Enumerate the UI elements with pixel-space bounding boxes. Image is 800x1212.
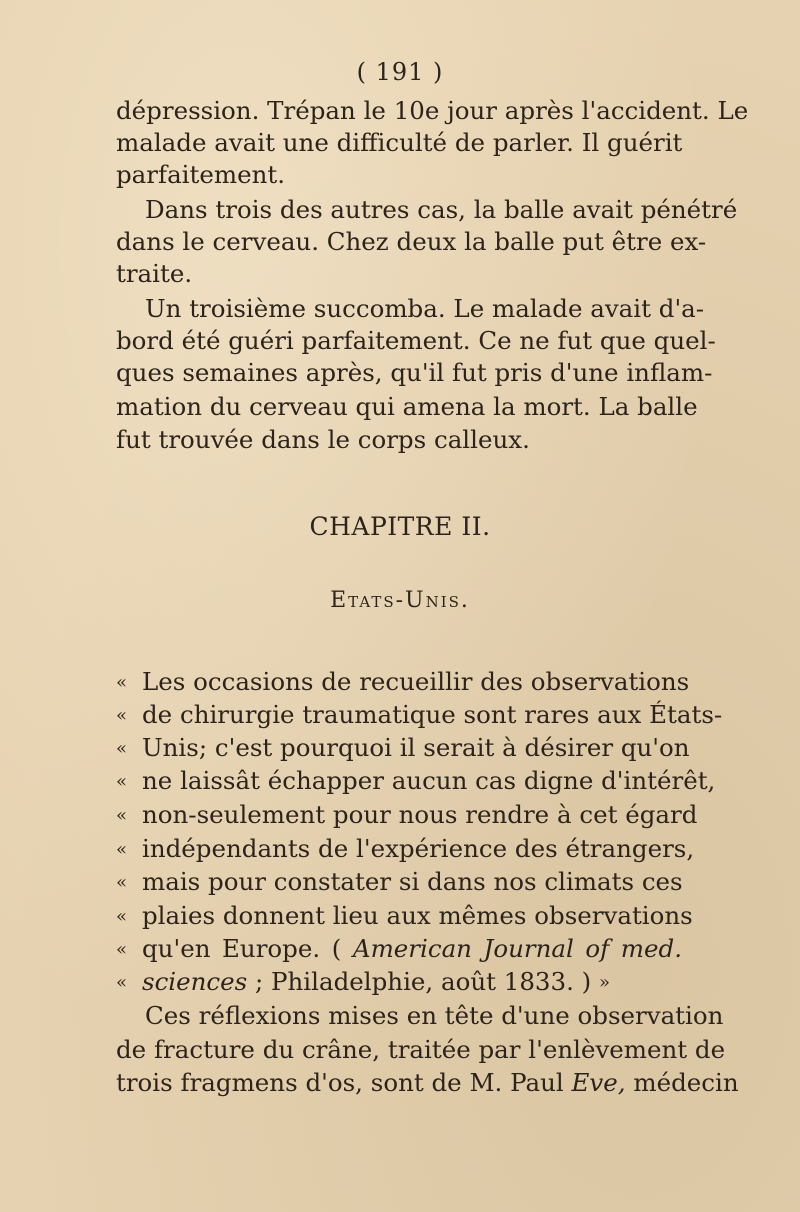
chapter-subtitle: Etats-Unis. [330,588,470,613]
quote-mark: « [116,738,128,759]
quote-close-mark: » [599,972,611,993]
quote-mark: « [116,805,128,826]
text-line: dans le cerveau. Chez deux la balle put être ex- [116,227,707,256]
quote-mark: « [116,906,128,927]
text-line: parfaitement. [116,160,285,189]
quote-line [116,800,698,831]
quote-mark: « [116,972,128,993]
quote-line [116,967,682,998]
quote-line [116,867,682,898]
text-line: dépression. Trépan le 10e jour après l'accident. Le [116,96,749,125]
text-line: traite. [116,259,193,288]
quote-mark: « [116,872,128,893]
quote-line [116,733,690,764]
page-number: ( 191 ) [356,58,444,86]
quote-text: non-seulement pour nous rendre à cet égard [142,800,698,829]
quote-text: indépendants de l'expérience des étrangers, [142,834,695,863]
text-line [116,1068,739,1098]
chapter-title: CHAPITRE II. [309,512,491,541]
journal-title: American Journal of med. [352,934,682,963]
quote-text: mais pour constater si dans nos climats ces [142,867,683,896]
quote-line [116,934,682,965]
quote-text: plaies donnent lieu aux mêmes observations [142,901,693,930]
quote-text: Unis; c'est pourquoi il serait à désirer qu'on [142,733,690,762]
quote-text: ne laissât échapper aucun cas digne d'intérêt, [142,766,716,795]
text-line: Dans trois des autres cas, la balle avait pénétré [145,195,738,224]
quote-line [116,766,716,797]
author-name: Eve, [571,1068,626,1097]
journal-title-cont: sciences [142,967,248,996]
text-segment: trois fragmens d'os, sont de M. Paul [116,1068,564,1097]
text-line: Un troisième succomba. Le malade avait d'a- [145,294,705,323]
quote-mark: « [116,705,128,726]
quote-text: Les occasions de recueillir des observations [142,667,690,696]
quote-mark: « [116,771,128,792]
quote-text: ; Philadelphie, août 1833. ) [255,967,592,996]
text-line: de fracture du crâne, traitée par l'enlèvement de [116,1035,726,1064]
quote-mark: « [116,839,128,860]
quote-text: de chirurgie traumatique sont rares aux États- [142,700,723,729]
quote-line [116,834,695,865]
quote-text: qu'en Europe. ( [142,934,342,963]
text-line: ques semaines après, qu'il fut pris d'une inflam- [116,358,713,387]
text-line: malade avait une difficulté de parler. Il guérit [116,128,683,157]
text-line: fut trouvée dans le corps calleux. [116,425,530,454]
text-line: bord été guéri parfaitement. Ce ne fut que quel- [116,326,716,355]
text-line: mation du cerveau qui amena la mort. La balle [116,392,698,421]
quote-mark: « [116,939,128,960]
quote-line [116,700,723,731]
text-line: Ces réflexions mises en tête d'une observation [145,1001,724,1030]
quote-line [116,901,693,932]
quote-line [116,667,690,698]
text-segment: médecin [633,1068,739,1097]
quote-mark: « [116,672,128,693]
